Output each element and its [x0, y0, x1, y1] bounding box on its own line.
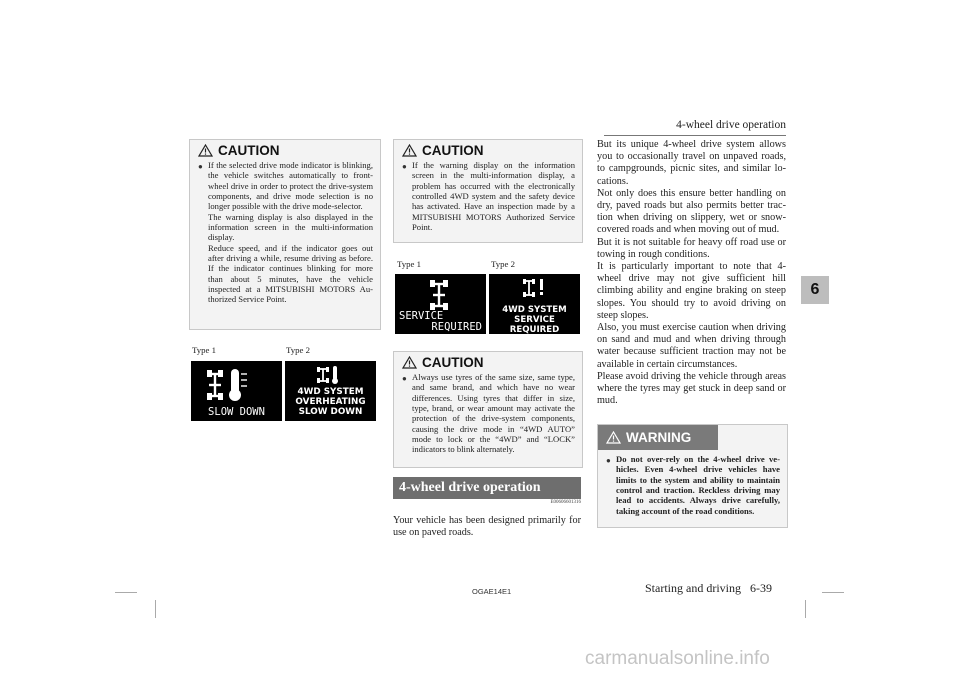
type-2-label: Type 2	[491, 259, 516, 269]
chapter-tab: 6	[801, 276, 829, 304]
body-text: But its unique 4-wheel drive system allows you to occasionally travel on unpaved roads, to campgrounds, picnic sites, and similar locations. Not only does this ensure better handling on dry, paved roads but also permits better traction when driving on slippery, wet or snow-covered roads and when moving out of mud. But it is not suitable for heavy off road use or towing in rough conditions. It is particularly important to note that 4-wheel drive may not give sufficient hill climbing ability and engine braking on steep slopes. You should try to avoid driving on steep slopes. Also, you must exercise caution when driving on sand and mud and when driving through water because sufficient traction may not be available in certain circumstances. Please avoid driving the vehicle through areas where the tyres may get stuck in deep sand or mud.	[597, 139, 786, 407]
caution-box-warning-display	[393, 139, 583, 243]
warning-header	[598, 425, 718, 450]
panel-text: 4WD SYSTEM OVERHEATING SLOW DOWN	[295, 387, 366, 417]
panel-text: 4WD SYSTEM SERVICE REQUIRED	[502, 305, 567, 335]
bullet-icon: ●	[606, 456, 611, 465]
caution-text: If the warning display on the information screen in the multi-information display, a problem has occurred with the electronically controlled 4WD system and the safety device has activated. Have an inspection made by a MITSUBISHI MOTORS Authorized Service Point.	[412, 160, 575, 233]
crop-mark	[115, 592, 137, 593]
caution-text: Always use tyres of the same size, same type, and same brand, and which have no wear differences. Using tyres that differ in size, type, brand, or wear amount may activate the protection of the drive-system components, causing the drive mode in “4WD AUTO” mode to lock or the “4WD” and “LOCK” indicators to blink alternately.	[412, 372, 575, 455]
crop-mark	[155, 600, 156, 618]
caution-label: CAUTION	[422, 355, 484, 370]
crop-mark	[822, 592, 844, 593]
panel-text: SERVICE REQUIRED	[399, 310, 482, 333]
header-rule	[604, 135, 786, 136]
running-header: 4-wheel drive operation	[676, 119, 786, 131]
page-number: 6-39	[750, 581, 772, 595]
warning-text: Do not over-rely on the 4-wheel drive vehicles. Even 4-wheel drive vehicles have limits to the system and ability to maintain control and traction. Reckless driving may lead to accidents. Always drive carefully, taking account of the road conditions.	[616, 454, 780, 516]
document-code: OGAE14E1	[472, 587, 512, 596]
type-2-label: Type 2	[286, 345, 311, 355]
bullet-icon: ●	[402, 374, 407, 383]
display-panel-overheating	[285, 361, 376, 421]
caution-header	[394, 140, 582, 160]
bullet-icon: ●	[402, 162, 407, 171]
caution-header	[190, 140, 380, 160]
crop-mark	[805, 600, 806, 618]
warning-box	[597, 424, 788, 528]
type-1-label: Type 1	[192, 345, 217, 355]
caution-box-drive-mode	[189, 139, 381, 330]
display-panel-slow-down	[191, 361, 282, 421]
caution-text: If the selected drive mode indicator is blinking, the vehicle switches automatically to front-wheel drive in order to protect the drive-system components, and drive mode selection is no longer possible with the drive mode-selector. The warning display is also displayed in the information screen in the multi-information display. Reduce speed, and if the indicator goes out after driving a while, resume driving as before. If the indicator continues blinking for more than about 5 minutes, have the vehicle inspected at a MITSUBISHI MOTORS Authorized Service Point.	[208, 160, 373, 305]
warning-label: WARNING	[626, 430, 692, 445]
section-heading: 4-wheel drive operation	[393, 477, 581, 499]
warning-triangle-icon	[402, 356, 417, 369]
watermark: carmanualsonline.info	[585, 648, 770, 669]
warning-triangle-icon	[402, 144, 417, 157]
type-1-label: Type 1	[397, 259, 422, 269]
bullet-icon: ●	[198, 162, 203, 171]
warning-triangle-icon	[606, 431, 621, 444]
section-intro-text: Your vehicle has been designed primarily for use on paved roads.	[393, 515, 581, 539]
caution-label: CAUTION	[422, 143, 484, 158]
warning-triangle-icon	[198, 144, 213, 157]
caution-header	[394, 352, 582, 372]
caution-label: CAUTION	[218, 143, 280, 158]
display-panel-4wd-service	[489, 274, 580, 334]
panel-text: SLOW DOWN	[208, 406, 265, 418]
footer-chapter: Starting and driving	[645, 581, 741, 595]
section-code: E00606601316	[550, 500, 581, 505]
display-panel-service-required	[395, 274, 486, 334]
caution-box-tyres	[393, 351, 583, 468]
